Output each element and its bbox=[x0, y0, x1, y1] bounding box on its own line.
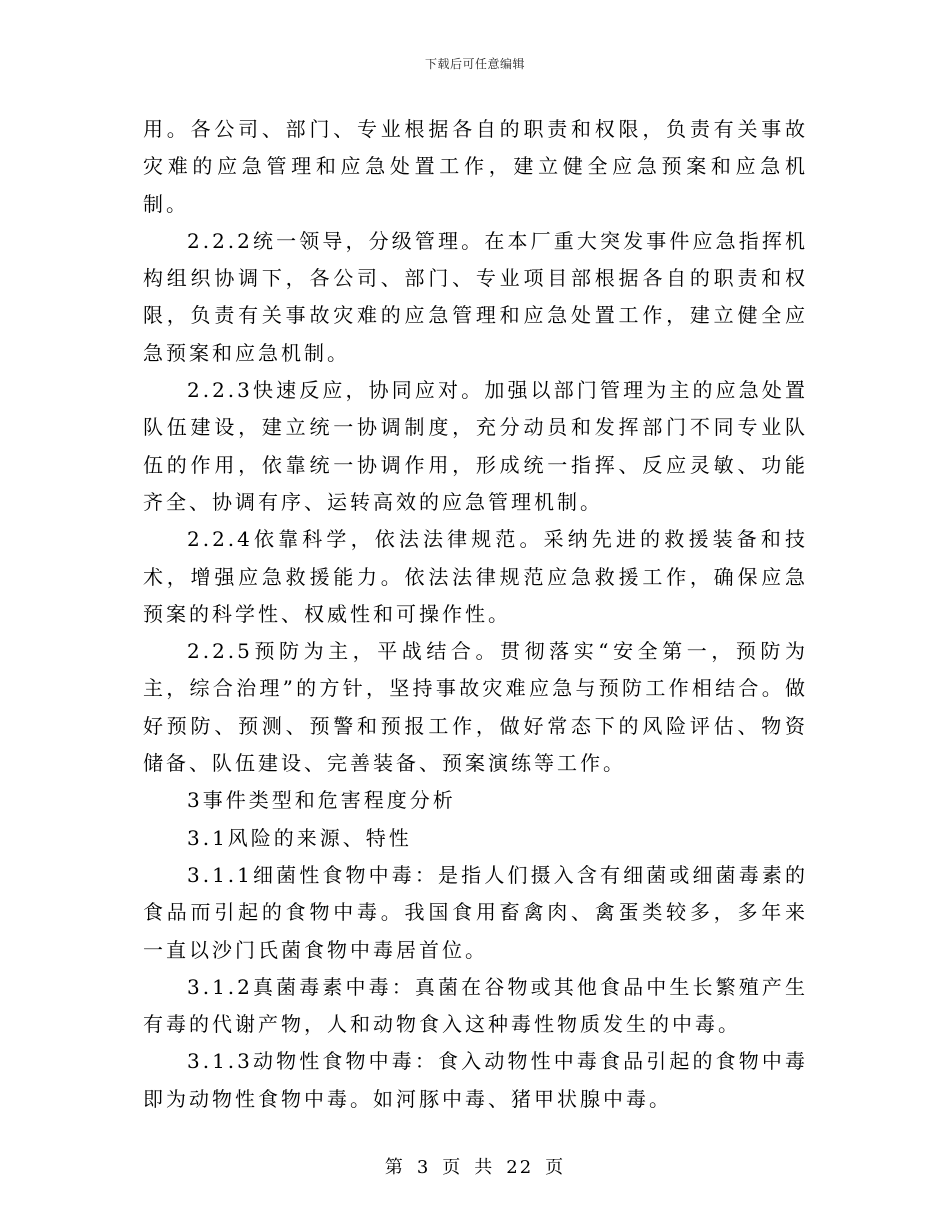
paragraph-2-2-5: 2.2.5预防为主，平战结合。贯彻落实“安全第一，预防为主，综合治理”的方针，坚持事故灾难应急与预防工作相结合。做好预防、预测、预警和预报工作，做好常态下的风险评估、物资储备、队伍建设、完善装备、预案演练等工作。 bbox=[143, 639, 808, 776]
section-heading-3-1: 3.1风险的来源、特性 bbox=[187, 825, 412, 850]
paragraph-3-1-3: 3.1.3动物性食物中毒：食入动物性中毒食品引起的食物中毒即为动物性食物中毒。如河豚中毒、猪甲状腺中毒。 bbox=[143, 1049, 808, 1111]
page-prefix: 第 bbox=[384, 1157, 405, 1178]
page-total-number: 22 bbox=[506, 1157, 534, 1178]
page-middle: 页 bbox=[442, 1157, 463, 1178]
page-suffix: 页 bbox=[545, 1157, 566, 1178]
paragraph-3-1-1: 3.1.1细菌性食物中毒：是指人们摄入含有细菌或细菌毒素的食品而引起的食物中毒。我国食用畜禽肉、禽蛋类较多，多年来一直以沙门氏菌食物中毒居首位。 bbox=[143, 862, 808, 962]
page-total-prefix: 共 bbox=[474, 1157, 495, 1178]
paragraph-2-2-4: 2.2.4依靠科学，依法法律规范。采纳先进的救援装备和技术，增强应急救援能力。依法法律规范应急救援工作，确保应急预案的科学性、权威性和可操作性。 bbox=[143, 527, 808, 626]
page-current-number: 3 bbox=[416, 1157, 431, 1178]
paragraph-continuation: 用。各公司、部门、专业根据各自的职责和权限，负责有关事故灾难的应急管理和应急处置工作，建立健全应急预案和应急机制。 bbox=[143, 117, 808, 216]
section-heading-3: 3事件类型和危害程度分析 bbox=[187, 788, 456, 813]
paragraph-2-2-2: 2.2.2统一领导，分级管理。在本厂重大突发事件应急指挥机构组织协调下，各公司、部门、专业项目部根据各自的职责和权限，负责有关事故灾难的应急管理和应急处置工作，建立健全应急预案和应急机制。 bbox=[143, 228, 808, 365]
paragraph-2-2-3: 2.2.3快速反应，协同应对。加强以部门管理为主的应急处置队伍建设，建立统一协调制度，充分动员和发挥部门不同专业队伍的作用，依靠统一协调作用，形成统一指挥、反应灵敏、功能齐全、协调有序、运转高效的应急管理机制。 bbox=[143, 378, 808, 514]
page-footer bbox=[0, 1153, 950, 1179]
paragraph-3-1-2: 3.1.2真菌毒素中毒：真菌在谷物或其他食品中生长繁殖产生有毒的代谢产物，人和动物食入这种毒性物质发生的中毒。 bbox=[143, 974, 808, 1037]
page-header: 下载后可任意编辑 bbox=[424, 57, 525, 71]
document-body bbox=[143, 111, 808, 1118]
